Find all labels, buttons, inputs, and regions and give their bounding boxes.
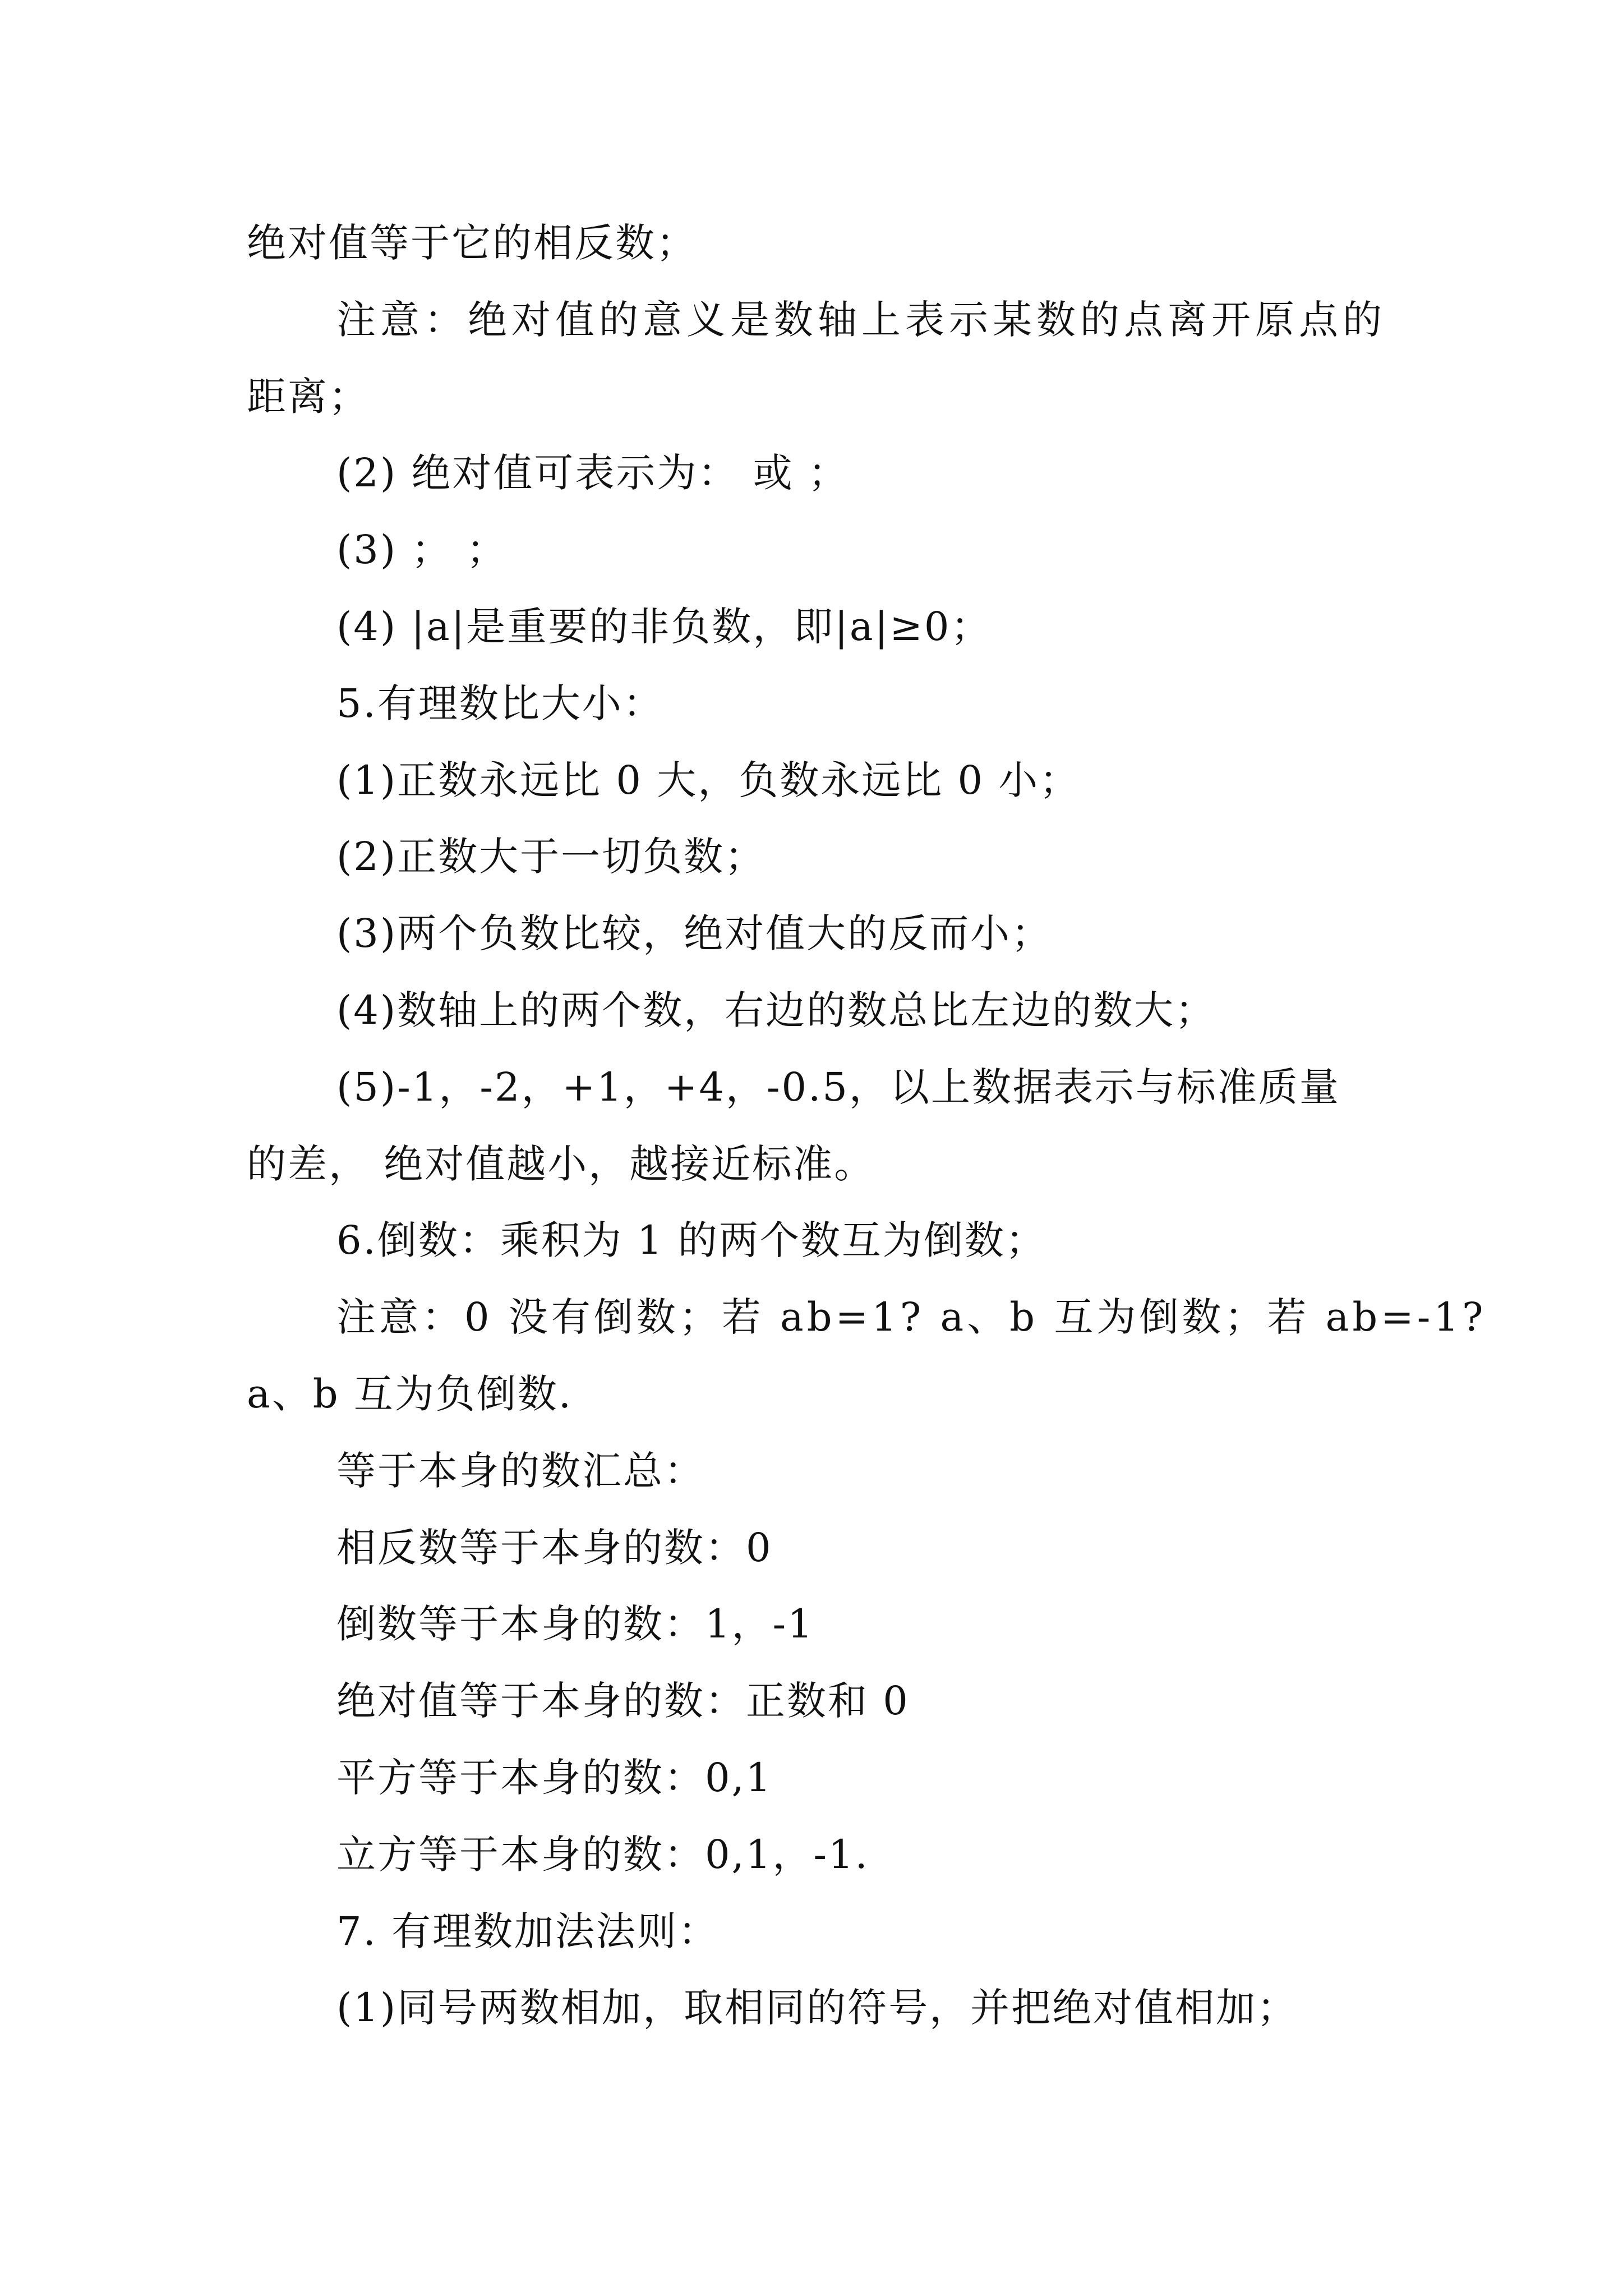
text-line: (1)同号两数相加，取相同的符号，并把绝对值相加； <box>336 1985 1298 2031</box>
text-line: (3) ； ； <box>336 527 508 573</box>
text-line: 注意：绝对值的意义是数轴上表示某数的点离开原点的 <box>336 297 1386 343</box>
section-heading: 6.倒数：乘积为 1 的两个数互为倒数； <box>336 1217 1046 1263</box>
text-line: 等于本身的数汇总： <box>336 1448 705 1494</box>
text-line: 相反数等于本身的数：0 <box>336 1525 773 1571</box>
text-line: (3)两个负数比较，绝对值大的反而小； <box>336 910 1053 956</box>
text-line: 的差， 绝对值越小，越接近标准。 <box>247 1141 875 1187</box>
text-line: 立方等于本身的数：0,1，-1. <box>336 1832 869 1878</box>
text-line: (4) |a|是重要的非负数，即|a|≥0； <box>336 604 992 650</box>
text-line: 平方等于本身的数：0,1 <box>336 1755 773 1801</box>
text-line: (4)数轴上的两个数，右边的数总比左边的数大； <box>336 987 1216 1033</box>
text-line: (2)正数大于一切负数； <box>336 834 766 880</box>
text-line: 绝对值等于它的相反数； <box>247 220 697 266</box>
text-line: 注意：0 没有倒数；若 ab=1? a、b 互为倒数；若 ab=-1? <box>336 1294 1487 1340</box>
text-line: a、b 互为负倒数. <box>247 1371 573 1417</box>
text-line: (1)正数永远比 0 大，负数永远比 0 小； <box>336 757 1081 803</box>
text-line: 距离； <box>247 374 370 420</box>
text-line: 倒数等于本身的数：1，-1 <box>336 1601 814 1647</box>
section-heading: 7. 有理数加法法则： <box>336 1908 720 1954</box>
text-line: (5)-1，-2，+1，+4，-0.5，以上数据表示与标准质量 <box>336 1064 1340 1110</box>
text-line: 绝对值等于本身的数：正数和 0 <box>336 1678 910 1724</box>
text-line: (2) 绝对值可表示为： 或 ； <box>336 450 849 496</box>
section-heading: 5.有理数比大小： <box>336 680 664 726</box>
